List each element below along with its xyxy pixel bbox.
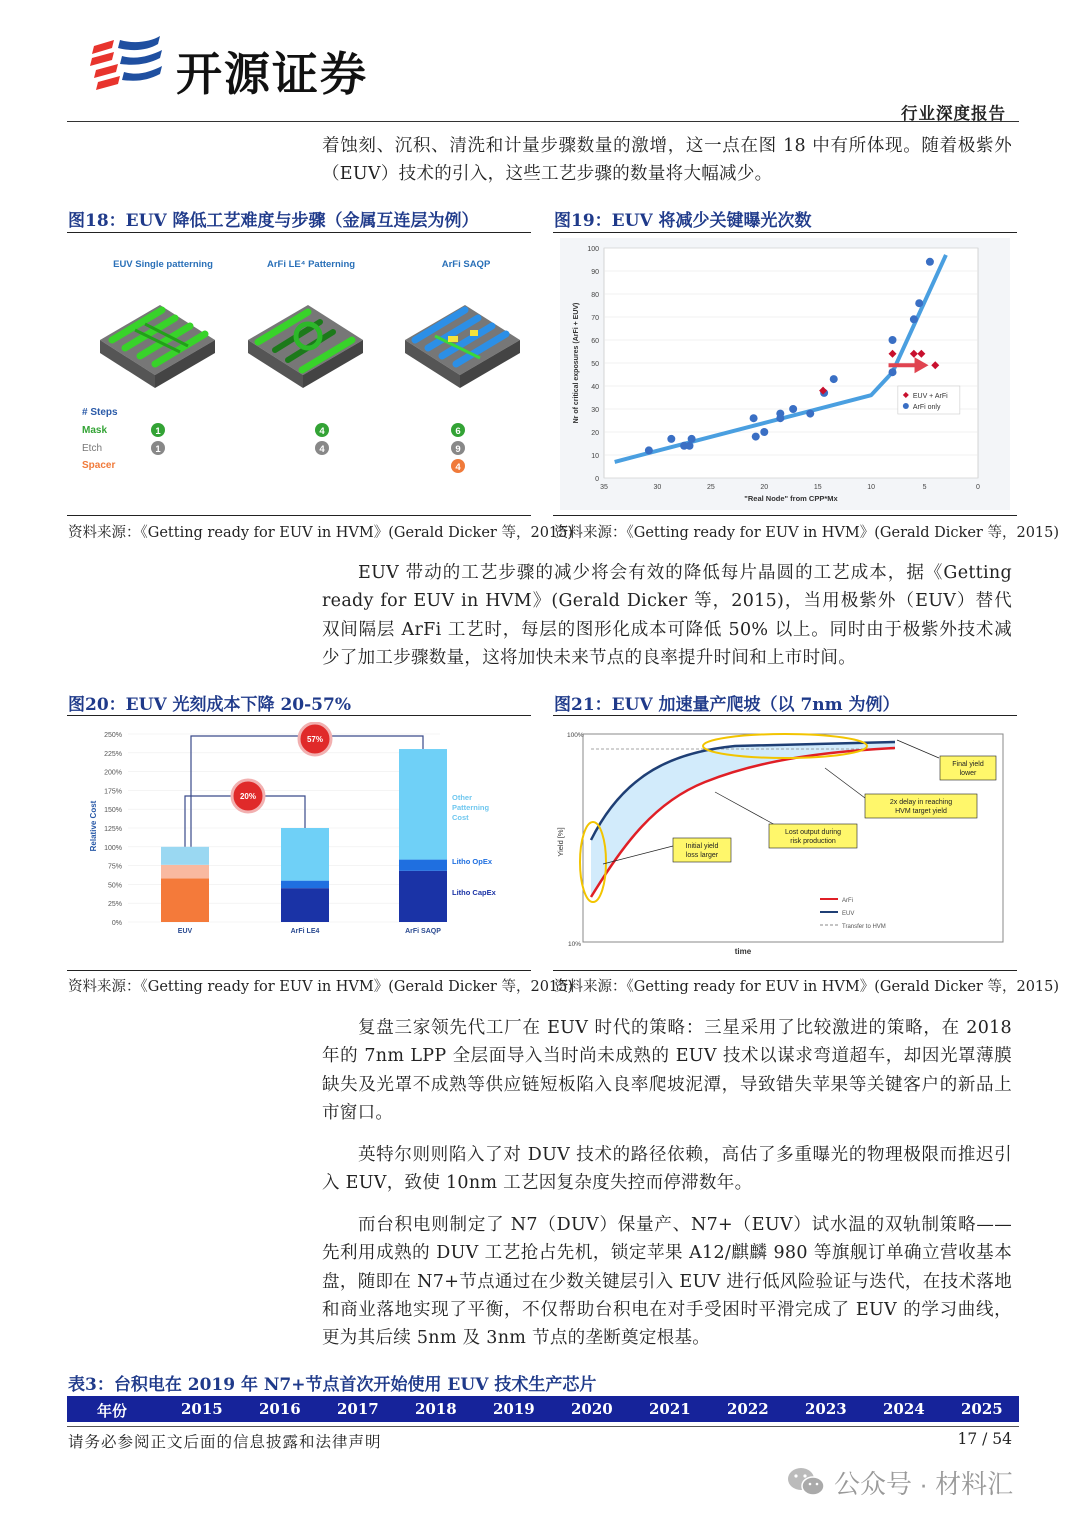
fig20-source: 资料来源：《Getting ready for EUV in HVM》(Gerald Dicker 等，2015) xyxy=(68,979,574,995)
fig19-point-arfi xyxy=(667,435,675,443)
logo-text: 开源证券 xyxy=(176,48,368,100)
fig19-source: 资料来源：《Getting ready for EUV in HVM》(Gerald Dicker 等，2015) xyxy=(554,525,1060,541)
fig21-source: 资料来源：《Getting ready for EUV in HVM》(Gerald Dicker 等，2015) xyxy=(554,979,1060,995)
middle-paragraph: EUV 带动的工艺步骤的减少将会有效的降低每片晶圆的工艺成本，据《Getting ready for EUV in HVM》(Gerald Dicker 等，2015)，当用极紫外（EUV）替代双间隔层 ArFi 工艺时，每层的图形化成本可降低 50% 以上。同时由于极紫外技术减少了加工步骤数量，这将加快未来节点的良率提升时间和上市时间。 xyxy=(322,563,1012,668)
fig19-point-arfi xyxy=(910,315,918,323)
fig20-bar-segment xyxy=(161,847,209,865)
fig19-ytick: 100 xyxy=(587,246,599,253)
fig20-legend-label: Litho CapEx xyxy=(452,888,496,897)
fig19-point-arfi xyxy=(760,428,768,436)
fig18-row-etch: Etch xyxy=(82,443,103,454)
fig20-ytick: 25% xyxy=(107,901,122,909)
fig20-bar-segment xyxy=(281,881,329,889)
fig20-bar-segment xyxy=(399,749,447,860)
fig18-source: 资料来源：《Getting ready for EUV in HVM》(Gerald Dicker 等，2015) xyxy=(68,525,574,541)
fig21-title: 图21：EUV 加速量产爬坡（以 7nm 为例） xyxy=(554,695,900,715)
fig18-euv-mask: 1 xyxy=(155,426,161,437)
fig18-title: 图18：EUV 降低工艺难度与步骤（金属互连层为例） xyxy=(68,211,479,231)
fig20-legend-label: Patterning xyxy=(452,803,490,812)
watermark-text: 公众号 · 材料汇 xyxy=(834,1468,1014,1499)
fig20-bar-segment xyxy=(281,888,329,922)
fig19-point-arfi xyxy=(752,433,760,441)
header-rule xyxy=(67,121,1019,122)
fig20-ytick: 75% xyxy=(107,863,122,871)
fig21-legend-euv: EUV xyxy=(842,911,855,917)
fig19-ytick: 90 xyxy=(591,269,599,276)
fig18-col-saqp: ArFi SAQP xyxy=(441,259,491,270)
fig20-ytick: 225% xyxy=(104,750,122,758)
fig19-xtick: 0 xyxy=(976,484,980,491)
fig18-figure xyxy=(70,240,530,510)
fig21-title-rule xyxy=(553,715,1017,716)
fig20-legend-label: Other xyxy=(452,793,473,802)
fig19-chart xyxy=(560,238,1010,510)
fig18-row-mask: Mask xyxy=(82,425,108,436)
fig20-ytick: 250% xyxy=(104,732,122,739)
table3-year-2025: 2025 xyxy=(961,1400,1003,1418)
fig18-euv-etch: 1 xyxy=(155,444,161,455)
fig19-title: 图19：EUV 将减少关键曝光次数 xyxy=(554,211,812,231)
fig19-point-arfi xyxy=(688,435,696,443)
fig21-callout-lost-1: Lost output during xyxy=(784,829,842,836)
fig19-xtick: 30 xyxy=(653,484,662,491)
table3-year-2019: 2019 xyxy=(493,1400,535,1418)
fig19-ytick: 60 xyxy=(591,338,599,345)
fig19-legend-arfi-marker xyxy=(903,403,909,409)
table3-year-2017: 2017 xyxy=(337,1400,379,1418)
fig21-chart xyxy=(555,722,1015,967)
fig20-ytick: 100% xyxy=(104,844,122,852)
table3-year-2016: 2016 xyxy=(259,1400,301,1418)
fig19-xtick: 5 xyxy=(922,484,927,491)
fig19-ytick: 40 xyxy=(591,384,599,391)
table3-year-2022: 2022 xyxy=(727,1400,769,1418)
fig21-callout-delay-1: 2x delay in reaching xyxy=(889,799,953,806)
fig19-ytick: 80 xyxy=(591,292,599,299)
wechat-icon xyxy=(786,1465,826,1499)
fig20-legend-label: Cost xyxy=(452,813,469,822)
fig19-ylabel: Nr of critical exposures (ArFi + EUV) xyxy=(573,302,580,424)
fig19-figure xyxy=(560,238,1010,510)
fig19-legend-arfi: ArFi only xyxy=(912,404,941,411)
fig18-saqp-etch: 9 xyxy=(455,444,461,455)
fig20-title-rule xyxy=(67,715,531,716)
fig19-point-arfi xyxy=(776,410,784,418)
fig19-point-arfi xyxy=(789,405,797,413)
fig20-ytick: 150% xyxy=(104,807,122,815)
fig19-point-arfi xyxy=(926,258,934,266)
fig21-ybottom: 10% xyxy=(568,941,582,948)
fig19-ytick: 10 xyxy=(591,453,599,460)
fig18-steps-label: # Steps xyxy=(82,407,118,418)
fig20-legend-label: Litho OpEx xyxy=(452,857,492,866)
fig18-saqp-mask: 6 xyxy=(455,426,461,437)
fig18-block-euv xyxy=(100,305,215,388)
fig19-point-arfi xyxy=(915,299,923,307)
fig20-ytick: 200% xyxy=(104,769,122,777)
fig18-le4-mask: 4 xyxy=(319,426,325,437)
fig18-col-euv: EUV Single patterning xyxy=(113,259,213,270)
strategy-paragraph: 复盘三家领先代工厂在 EUV 时代的策略：三星采用了比较激进的策略，在 2018 年的 7nm LPP 全层面导入当时尚未成熟的 EUV 技术以谋求弯道超车，却因光罩薄膜缺失及光罩不成熟等供应链短板陷入良率爬坡泥潭，导致错失苹果等关键客户的新品上市窗口。 xyxy=(322,1018,1012,1123)
fig18-bottom-rule xyxy=(67,515,531,516)
fig21-ylabel: Yield [%] xyxy=(556,827,565,857)
fig18-illustration xyxy=(70,240,530,510)
fig21-ytop: 100% xyxy=(567,732,584,739)
fig19-ytick: 70 xyxy=(591,315,599,322)
fig20-ytick: 125% xyxy=(104,826,122,833)
fig21-bottom-rule xyxy=(553,970,1017,971)
page-number: 17 / 54 xyxy=(957,1430,1012,1448)
fig19-point-arfi xyxy=(685,442,693,450)
fig18-title-rule xyxy=(67,232,531,233)
fig21-legend-arfi: ArFi xyxy=(842,898,853,904)
fig20-category-label: EUV xyxy=(177,928,193,935)
fig21-callout-final-2: lower xyxy=(959,770,977,777)
fig19-xtick: 20 xyxy=(760,484,769,491)
fig19-xtick: 35 xyxy=(600,484,608,491)
watermark xyxy=(786,1462,1013,1502)
table3-title: 表3：台积电在 2019 年 N7+节点首次开始使用 EUV 技术生产芯片 xyxy=(68,1375,597,1395)
fig18-saqp-spacer: 4 xyxy=(455,462,461,473)
fig20-badge-20: 20% xyxy=(239,792,257,801)
fig20-category-label: ArFi LE4 xyxy=(290,928,320,935)
fig19-point-arfi xyxy=(830,375,838,383)
fig20-bar-segment xyxy=(161,878,209,922)
table3-year-2024: 2024 xyxy=(883,1400,925,1418)
fig19-xlabel: "Real Node" from CPP*Mx xyxy=(744,494,838,503)
table3-year-2023: 2023 xyxy=(805,1400,847,1418)
fig20-ytick: 0% xyxy=(111,920,122,927)
table3-year-2020: 2020 xyxy=(571,1400,613,1418)
fig19-ytick: 20 xyxy=(591,430,599,437)
intel-paragraph: 英特尔则则陷入了对 DUV 技术的路径依赖，高估了多重曝光的物理极限而推迟引入 EUV，致使 10nm 工艺因复杂度失控而停滞数年。 xyxy=(322,1145,1012,1194)
fig21-callout-lost-2: risk production xyxy=(790,838,836,845)
fig21-legend-hvm: Transfer to HVM xyxy=(842,924,886,930)
fig19-ytick: 0 xyxy=(595,476,599,483)
fig21-callout-initial-2: loss larger xyxy=(685,852,719,859)
table3-header-year: 年份 xyxy=(97,1402,128,1420)
fig20-bar-segment xyxy=(399,860,447,871)
fig19-ytick: 30 xyxy=(591,407,599,414)
fig19-point-arfi xyxy=(750,414,758,422)
fig20-title: 图20：EUV 光刻成本下降 20-57% xyxy=(68,695,351,715)
intro-paragraph: 着蚀刻、沉积、清洗和计量步骤数量的激增，这一点在图 18 中有所体现。随着极紫外（EUV）技术的引入，这些工艺步骤的数量将大幅减少。 xyxy=(322,136,1012,185)
fig18-block-le4 xyxy=(248,305,363,388)
fig21-figure xyxy=(555,722,1015,967)
fig20-category-label: ArFi SAQP xyxy=(405,928,441,935)
fig19-title-rule xyxy=(553,232,1017,233)
fig19-point-arfi xyxy=(645,446,653,454)
fig20-ytick: 50% xyxy=(107,882,122,890)
fig21-xlabel: time xyxy=(734,947,752,956)
fig21-callout-initial-1: Initial yield xyxy=(685,843,719,850)
fig19-xtick: 25 xyxy=(706,484,715,491)
fig19-point-arfi xyxy=(889,336,897,344)
fig19-bottom-rule xyxy=(553,515,1017,516)
fig19-xtick: 15 xyxy=(813,484,822,491)
fig18-col-le4: ArFi LE⁴ Patterning xyxy=(266,259,356,270)
report-type: 行业深度报告 xyxy=(901,104,1006,123)
logo-mark-icon xyxy=(88,34,168,96)
table3-year-2018: 2018 xyxy=(415,1400,457,1418)
fig20-chart xyxy=(70,722,530,970)
fig20-bar-segment xyxy=(399,871,447,922)
table3-year-2015: 2015 xyxy=(181,1400,223,1418)
logo xyxy=(88,34,418,100)
fig18-row-spacer: Spacer xyxy=(82,460,116,471)
fig19-point-arfi xyxy=(806,410,814,418)
footer-disclaimer: 请务必参阅正文后面的信息披露和法律声明 xyxy=(68,1433,382,1451)
footer-rule xyxy=(67,1426,1019,1427)
fig20-bottom-rule xyxy=(67,970,531,971)
fig19-point-arfi xyxy=(889,368,897,376)
fig21-callout-final-1: Final yield xyxy=(952,761,984,768)
fig19-ytick: 50 xyxy=(591,361,599,368)
table3-header-row xyxy=(67,1396,1019,1422)
tsmc-paragraph: 而台积电则制定了 N7（DUV）保量产、N7+（EUV）试水温的双轨制策略——先利用成熟的 DUV 工艺抢占先机，锁定苹果 A12/麒麟 980 等旗舰订单确立营收基本盘，随即在 N7+节点通过在少数关键层引入 EUV 进行低风险验证与迭代，在技术落地和商业落地实现了平衡，不仅帮助台积电在对手受困时平滑完成了 EUV 的学习曲线，更为其后续 5nm 及 3nm 节点的垄断奠定根基。 xyxy=(322,1215,1012,1349)
fig21-callout-delay-2: HVM target yield xyxy=(895,808,947,815)
fig20-bar-segment xyxy=(281,828,329,881)
fig18-le4-etch: 4 xyxy=(319,444,325,455)
fig20-figure xyxy=(70,722,530,970)
fig20-badge-57: 57% xyxy=(306,735,324,744)
fig19-xtick: 10 xyxy=(867,484,876,491)
table3-year-2021: 2021 xyxy=(649,1400,691,1418)
fig19-legend-euv: EUV + ArFi xyxy=(912,393,948,400)
fig18-block-saqp xyxy=(405,305,520,388)
fig20-bar-segment xyxy=(161,865,209,879)
fig20-ylabel: Relative Cost xyxy=(89,800,98,852)
fig20-ytick: 175% xyxy=(104,788,122,796)
